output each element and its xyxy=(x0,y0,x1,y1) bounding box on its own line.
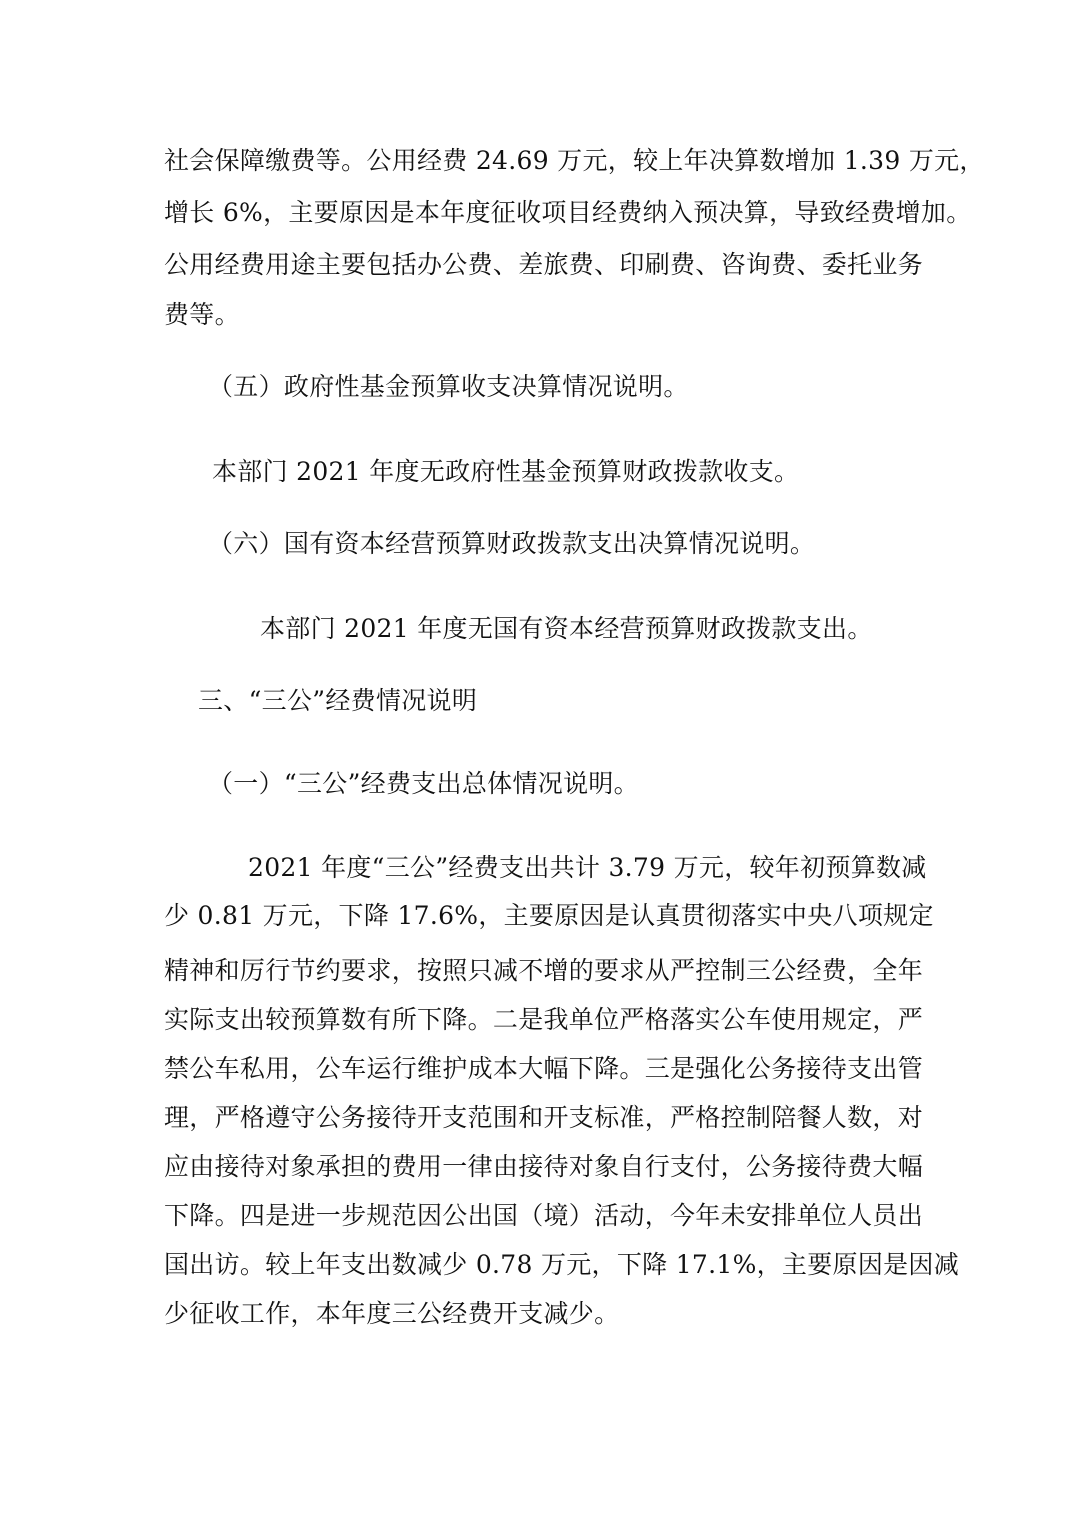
paragraph-line: 国出访。较上年支出数减少 0.78 万元，下降 17.1%，主要原因是因减 xyxy=(164,1250,960,1279)
paragraph-line: 社会保障缴费等。公用经费 24.69 万元，较上年决算数增加 1.39 万元， xyxy=(164,146,985,175)
section-heading-6: （六）国有资本经营预算财政拨款支出决算情况说明。 xyxy=(208,529,816,558)
section-heading-1: （一）“三公”经费支出总体情况说明。 xyxy=(208,769,639,798)
paragraph-line: 下降。四是进一步规范因公出国（境）活动，今年未安排单位人员出 xyxy=(164,1201,924,1230)
paragraph-line: 应由接待对象承担的费用一律由接待对象自行支付，公务接待费大幅 xyxy=(164,1152,924,1181)
section-title-3: 三、“三公”经费情况说明 xyxy=(198,686,478,715)
paragraph-line: 费等。 xyxy=(164,300,240,329)
paragraph-line: 少 0.81 万元，下降 17.6%，主要原因是认真贯彻落实中央八项规定 xyxy=(164,901,934,930)
paragraph-line: 精神和厉行节约要求，按照只减不增的要求从严控制三公经费，全年 xyxy=(164,956,924,985)
paragraph-line: 2021 年度“三公”经费支出共计 3.79 万元，较年初预算数减 xyxy=(248,853,927,882)
paragraph-government-fund: 本部门 2021 年度无政府性基金预算财政拨款收支。 xyxy=(212,457,800,486)
paragraph-line: 少征收工作，本年度三公经费开支减少。 xyxy=(164,1299,620,1328)
paragraph-line: 禁公车私用，公车运行维护成本大幅下降。三是强化公务接待支出管 xyxy=(164,1054,924,1083)
paragraph-state-capital: 本部门 2021 年度无国有资本经营预算财政拨款支出。 xyxy=(260,614,873,643)
paragraph-line: 理，严格遵守公务接待开支范围和开支标准，严格控制陪餐人数，对 xyxy=(164,1103,924,1132)
paragraph-line: 实际支出较预算数有所下降。二是我单位严格落实公车使用规定，严 xyxy=(164,1005,924,1034)
paragraph-line: 公用经费用途主要包括办公费、差旅费、印刷费、咨询费、委托业务 xyxy=(164,250,924,279)
paragraph-line: 增长 6%，主要原因是本年度征收项目经费纳入预决算，导致经费增加。 xyxy=(164,198,972,227)
section-heading-5: （五）政府性基金预算收支决算情况说明。 xyxy=(208,372,689,401)
